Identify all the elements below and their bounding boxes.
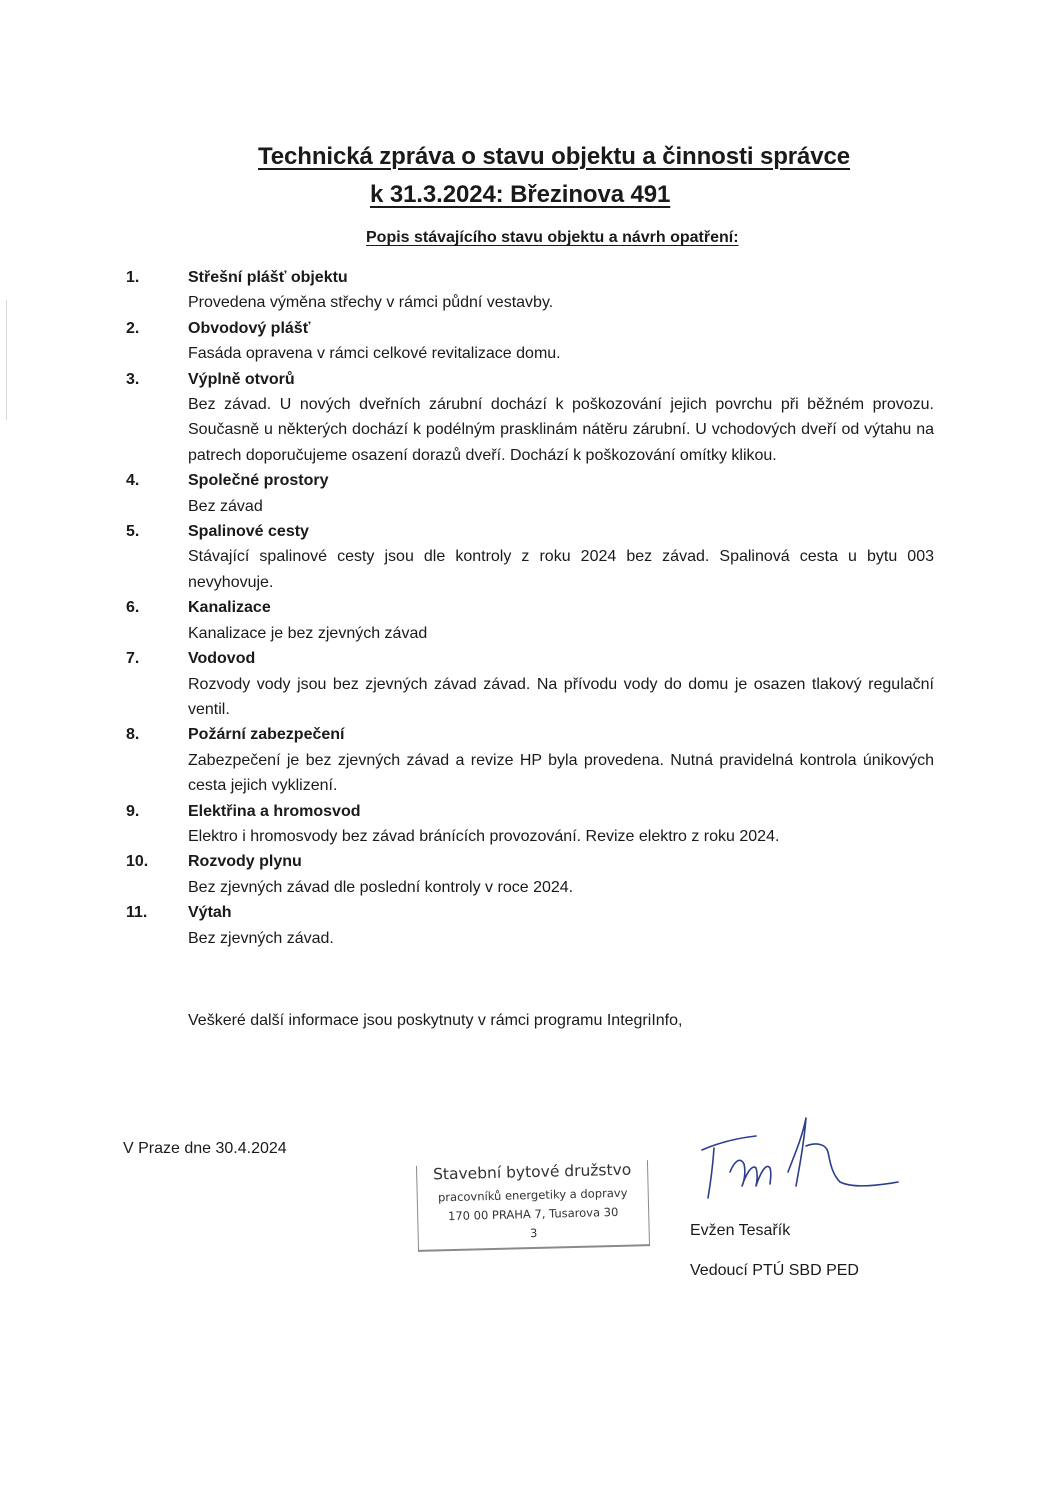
list-item: [0, 595, 934, 646]
list-item: [0, 646, 934, 722]
item-number: 4.: [126, 472, 140, 490]
document-title-date: k 31.3.2024: Březinova 491: [370, 181, 671, 208]
signer-name: Evžen Tesařík: [690, 1222, 791, 1239]
item-body: Stávající spalinové cesty jsou dle kontroly z roku 2024 bez závad. Spalinová cesta u bytu 003 nevyhovuje.: [188, 548, 934, 591]
item-number: 6.: [126, 599, 140, 617]
item-body: Bez závad. U nových dveřních zárubní dochází k poškozování jejich povrchu při běžném provozu. Současně u některých dochází k podélným prasklinám nátěru zárubní. U vchodových dveří od výtahu na patrech doporučujeme osazení dorazů dveří. Dochází k poškozování omítky klikou.: [188, 396, 934, 464]
list-item: [0, 722, 934, 798]
item-body: Fasáda opravena v rámci celkové revitalizace domu.: [188, 345, 561, 363]
item-number: 10.: [126, 853, 149, 871]
signer-role: Vedoucí PTÚ SBD PED: [690, 1262, 859, 1279]
item-body: Bez závad: [188, 497, 263, 515]
item-title: Kanalizace: [188, 599, 271, 617]
item-body: Provedena výměna střechy v rámci půdní vestavby.: [188, 294, 554, 312]
item-number: 3.: [126, 370, 140, 388]
item-number: 5.: [126, 523, 140, 541]
list-item: [0, 316, 934, 367]
item-title: Požární zabezpečení: [188, 726, 345, 744]
item-title: Obvodový plášť: [188, 319, 311, 337]
item-title: Elektřina a hromosvod: [188, 802, 361, 820]
list-item: [0, 799, 934, 850]
item-number: 1.: [126, 269, 140, 286]
section-subtitle: Popis stávajícího stavu objektu a návrh opatření:: [366, 229, 739, 246]
inspection-items-list: [0, 265, 1058, 951]
item-body: Rozvody vody jsou bez zjevných závad závad. Na přívodu vody do domu je osazen tlakový regulační ventil.: [188, 675, 934, 718]
item-number: 8.: [126, 726, 140, 744]
list-item: [0, 367, 934, 469]
item-title: Společné prostory: [188, 472, 329, 490]
list-item: [0, 900, 934, 951]
item-body: Kanalizace je bez zjevných závad: [188, 624, 428, 642]
place-and-date: V Praze dne 30.4.2024: [123, 1140, 287, 1157]
list-item: [0, 468, 934, 519]
stamp-line: pracovníků energetiky a dopravy: [437, 1185, 628, 1205]
list-item: [0, 265, 934, 316]
stamp-line: Stavební bytové družstvo: [432, 1160, 632, 1184]
item-number: 7.: [126, 650, 140, 668]
item-body: Bez zjevných závad.: [188, 929, 334, 947]
closing-note: Veškeré další informace jsou poskytnuty v rámci programu IntegriInfo,: [188, 1012, 683, 1029]
item-title: Střešní plášť objektu: [188, 269, 348, 286]
item-title: Výtah: [188, 904, 232, 922]
item-number: 2.: [126, 319, 140, 337]
stamp-line: 3: [529, 1225, 538, 1241]
document-title: Technická zpráva o stavu objektu a činnosti správce: [258, 143, 851, 170]
item-body: Elektro i hromosvody bez závad bránících provozování. Revize elektro z roku 2024.: [188, 827, 780, 845]
item-title: Spalinové cesty: [188, 523, 309, 541]
list-item: [0, 519, 934, 595]
item-body: Bez zjevných závad dle poslední kontroly v roce 2024.: [188, 878, 574, 896]
item-number: 9.: [126, 802, 140, 820]
cooperative-stamp: [416, 1160, 650, 1252]
item-title: Vodovod: [188, 650, 256, 668]
item-number: 11.: [126, 904, 148, 922]
item-title: Rozvody plynu: [188, 853, 302, 871]
stamp-line: 170 00 PRAHA 7, Tusarova 30: [447, 1204, 619, 1224]
handwritten-signature: [700, 1108, 900, 1208]
list-item: [0, 849, 934, 900]
item-title: Výplně otvorů: [188, 370, 295, 388]
item-body: Zabezpečení je bez zjevných závad a revize HP byla provedena. Nutná pravidelná kontrola únikových cesta jejich vyklizení.: [188, 751, 934, 795]
